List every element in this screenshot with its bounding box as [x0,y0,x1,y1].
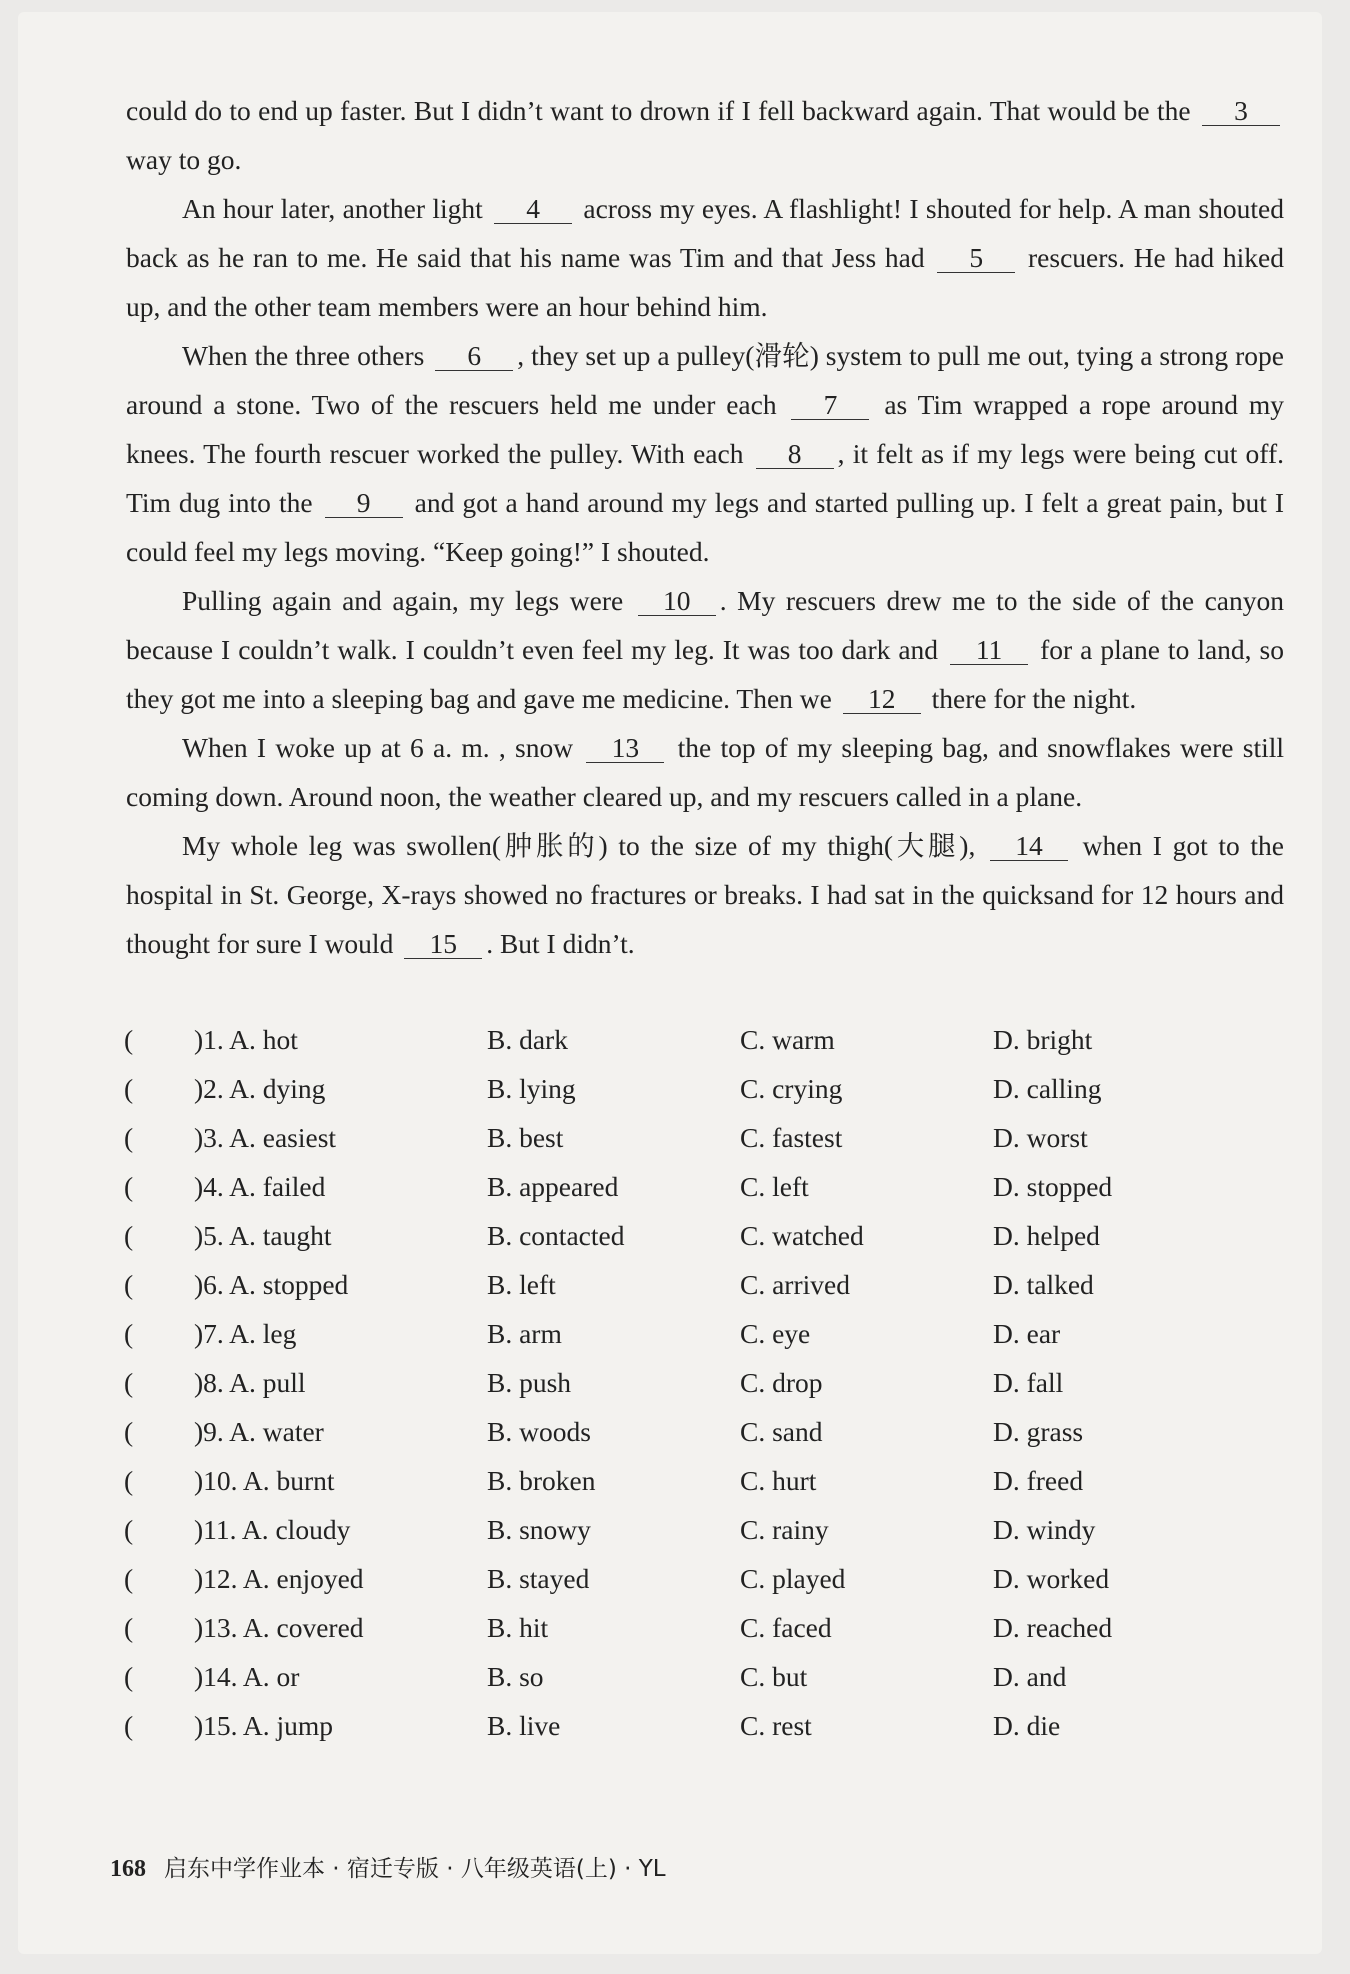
text: for a plane to land, so they got me into a sleeping bag and gave me medicine. Then we [126,634,1285,714]
option-c: C. rainy [740,1514,829,1545]
option-b: B. appeared [487,1171,619,1202]
text: . But I didn’t. [486,928,635,959]
answer-paren[interactable]: ( [124,1367,134,1398]
option-a: )8. A. pull [194,1367,306,1398]
question-row-3 [0,1122,1350,1170]
option-d: D. grass [993,1416,1084,1447]
option-c: C. but [740,1661,808,1692]
answer-paren[interactable]: ( [124,1612,134,1643]
option-c: C. warm [740,1024,835,1055]
text: When the three others [182,340,425,371]
question-row-12 [0,1563,1350,1611]
option-c: C. played [740,1563,846,1594]
option-b: B. push [487,1367,572,1398]
option-c: C. eye [740,1318,811,1349]
option-b: B. hit [487,1612,549,1643]
option-b: B. contacted [487,1220,625,1251]
text: as Tim wrapped a rope around my knees. The fourth rescuer worked the pulley. With each [126,389,1284,469]
option-d: D. freed [993,1465,1084,1496]
paragraph-2 [126,184,1284,331]
option-b: B. lying [487,1073,576,1104]
text: , they set up a pulley(滑轮) system to pull me out, tying a strong rope around a stone. Two of the rescuers held me under each [126,340,1284,420]
option-b: B. live [487,1710,561,1741]
blank-10: 10 [638,587,716,616]
option-d: D. stopped [993,1171,1113,1202]
blank-6: 6 [435,342,513,371]
option-b: B. arm [487,1318,562,1349]
question-row-1 [0,1024,1350,1072]
answer-paren[interactable]: ( [124,1661,134,1692]
option-c: C. sand [740,1416,823,1447]
answer-paren[interactable]: ( [124,1122,134,1153]
answer-paren[interactable]: ( [124,1416,134,1447]
text: across my eyes. A flashlight! I shouted for help. A man shouted back as he ran to me. He said that his name was Tim and that Jess had [126,193,1284,273]
option-a: )3. A. easiest [194,1122,337,1153]
blank-5: 5 [937,244,1015,273]
answer-paren[interactable]: ( [124,1514,134,1545]
option-a: )10. A. burnt [194,1465,335,1496]
question-row-10 [0,1465,1350,1513]
text: there for the night. [931,683,1137,714]
option-b: B. snowy [487,1514,591,1545]
answer-paren[interactable]: ( [124,1073,134,1104]
option-a: )14. A. or [194,1661,300,1692]
blank-12: 12 [843,685,921,714]
paragraph-3 [126,331,1284,576]
answer-paren[interactable]: ( [124,1465,134,1496]
text: When I woke up at 6 a. m. , snow [182,732,574,763]
option-a: )11. A. cloudy [194,1514,351,1545]
option-d: D. reached [993,1612,1113,1643]
question-row-2 [0,1073,1350,1121]
question-row-7 [0,1318,1350,1366]
text: My whole leg was swollen(肿胀的) to the size of my thigh(大腿), [182,830,976,861]
option-a: )7. A. leg [194,1318,297,1349]
option-a: )15. A. jump [194,1710,334,1741]
option-d: D. die [993,1710,1061,1741]
option-d: D. bright [993,1024,1093,1055]
option-d: D. and [993,1661,1067,1692]
page-footer [110,1850,666,1883]
text: way to go. [126,144,242,175]
option-d: D. talked [993,1269,1094,1300]
answer-paren[interactable]: ( [124,1171,134,1202]
question-row-6 [0,1269,1350,1317]
option-a: )13. A. covered [194,1612,364,1643]
blank-9: 9 [325,489,403,518]
text: rescuers. He had hiked up, and the other team members were an hour behind him. [126,242,1284,322]
option-d: D. fall [993,1367,1064,1398]
option-c: C. drop [740,1367,823,1398]
option-a: )2. A. dying [194,1073,326,1104]
option-d: D. calling [993,1073,1102,1104]
answer-paren[interactable]: ( [124,1024,134,1055]
paragraph-6 [126,821,1284,968]
blank-11: 11 [950,636,1028,665]
blank-14: 14 [990,832,1068,861]
option-b: B. so [487,1661,544,1692]
book-title: 启东中学作业本 · 宿迁专版 · 八年级英语(上) · YL [164,1856,666,1882]
page-number: 168 [110,1856,146,1882]
question-row-13 [0,1612,1350,1660]
question-row-4 [0,1171,1350,1219]
option-d: D. windy [993,1514,1096,1545]
question-row-8 [0,1367,1350,1415]
option-a: )9. A. water [194,1416,324,1447]
paragraph-4 [126,576,1284,723]
blank-13: 13 [586,734,664,763]
blank-8: 8 [756,440,834,469]
text: when I got to the hospital in St. George, X-rays showed no fractures or breaks. I had sat in the quicksand for 12 hours and thought for sure I would [126,830,1285,959]
option-a: )4. A. failed [194,1171,326,1202]
option-a: )1. A. hot [194,1024,298,1055]
option-d: D. helped [993,1220,1100,1251]
option-c: C. arrived [740,1269,850,1300]
option-b: B. best [487,1122,564,1153]
option-c: C. hurt [740,1465,817,1496]
option-c: C. rest [740,1710,812,1741]
question-row-15 [0,1710,1350,1758]
option-b: B. dark [487,1024,568,1055]
answer-paren[interactable]: ( [124,1318,134,1349]
answer-paren[interactable]: ( [124,1710,134,1741]
option-a: )12. A. enjoyed [194,1563,364,1594]
blank-7: 7 [791,391,869,420]
option-d: D. ear [993,1318,1061,1349]
option-d: D. worked [993,1563,1110,1594]
option-a: )6. A. stopped [194,1269,349,1300]
text: , it felt as if my legs were being cut off. Tim dug into the [126,438,1284,518]
option-a: )5. A. taught [194,1220,332,1251]
option-b: B. woods [487,1416,591,1447]
paragraph-1 [126,86,1284,184]
text: Pulling again and again, my legs were [182,585,624,616]
text: the top of my sleeping bag, and snowflakes were still coming down. Around noon, the weather cleared up, and my rescuers called in a plane. [126,732,1285,812]
text: . My rescuers drew me to the side of the canyon because I couldn’t walk. I couldn’t even feel my leg. It was too dark and [126,585,1284,665]
paragraph-5 [126,723,1284,821]
answer-paren[interactable]: ( [124,1269,134,1300]
reading-passage [126,86,1284,968]
question-row-5 [0,1220,1350,1268]
option-c: C. faced [740,1612,832,1643]
option-d: D. worst [993,1122,1088,1153]
blank-3: 3 [1202,97,1280,126]
option-c: C. crying [740,1073,843,1104]
blank-15: 15 [404,930,482,959]
option-c: C. left [740,1171,809,1202]
answer-paren[interactable]: ( [124,1563,134,1594]
question-row-11 [0,1514,1350,1562]
blank-4: 4 [494,195,572,224]
answer-paren[interactable]: ( [124,1220,134,1251]
question-row-9 [0,1416,1350,1464]
text: An hour later, another light [182,193,483,224]
text: could do to end up faster. But I didn’t want to drown if I fell backward again. That would be the [126,95,1191,126]
text: and got a hand around my legs and started pulling up. I felt a great pain, but I could feel my legs moving. “Keep going!” I shouted. [126,487,1285,567]
option-c: C. fastest [740,1122,843,1153]
option-b: B. stayed [487,1563,590,1594]
option-b: B. broken [487,1465,596,1496]
question-row-14 [0,1661,1350,1709]
option-c: C. watched [740,1220,864,1251]
option-b: B. left [487,1269,556,1300]
